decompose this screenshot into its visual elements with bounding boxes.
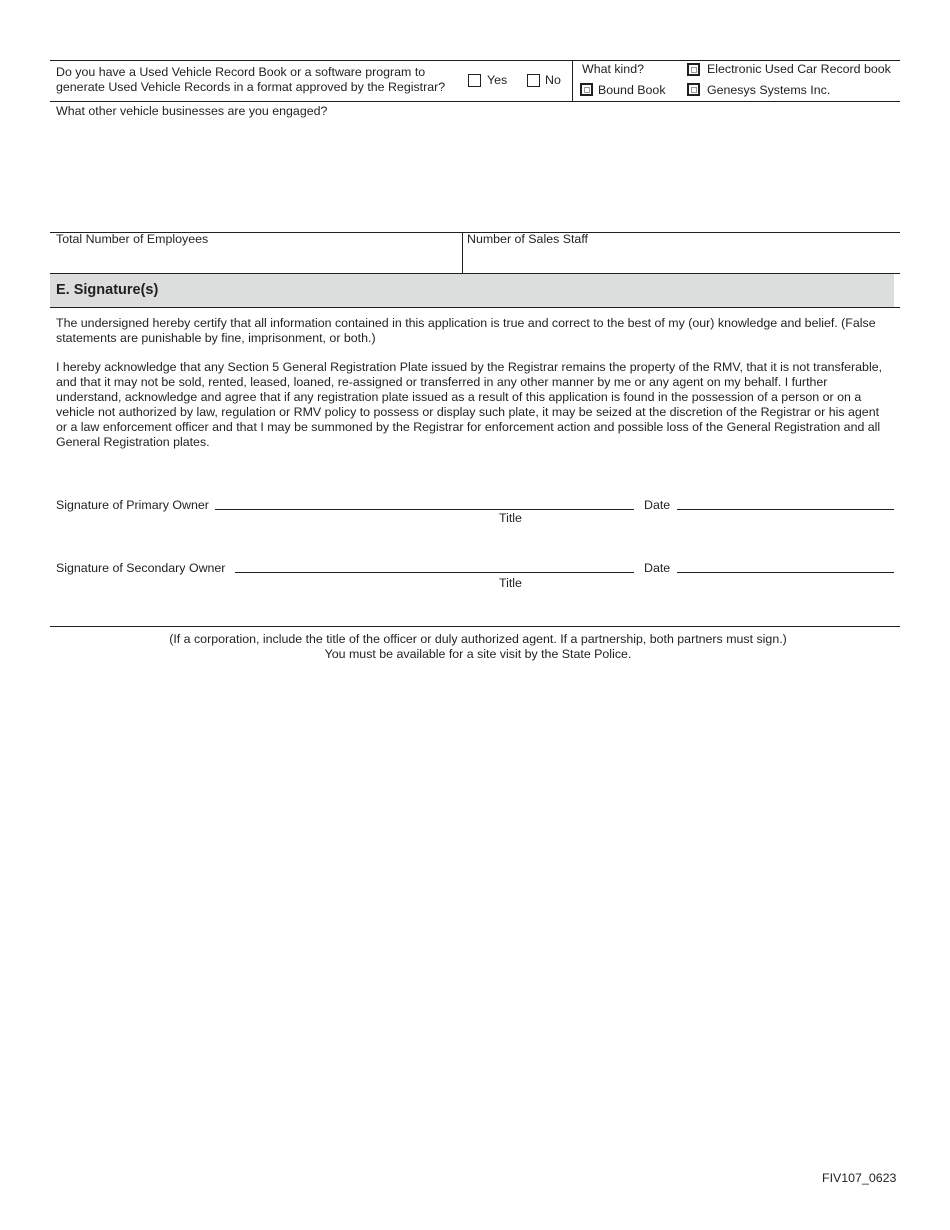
sales-staff-field[interactable] (464, 247, 898, 271)
acknowledge-line: understand, acknowledge and agree that if any registration plate issued as a result of this application is found in the possession of a person or on a (56, 390, 862, 404)
footnote-line: (If a corporation, include the title of the officer or duly authorized agent. If a partnership, both partners must sign.) (169, 632, 787, 646)
what-kind-label: What kind? (582, 62, 644, 76)
other-businesses-field[interactable] (50, 120, 900, 230)
bound-book-checkbox[interactable] (580, 83, 593, 96)
footnote (50, 632, 906, 662)
certify-line: The undersigned hereby certify that all information contained in this application is true and correct to the best of my (our) knowledge and belief. (False (56, 316, 876, 330)
divider-what-kind (572, 60, 573, 101)
certify-paragraph (56, 316, 896, 346)
electronic-record-book-label: Electronic Used Car Record book (707, 62, 891, 76)
rule-top (50, 60, 900, 61)
section-e-header (50, 274, 894, 307)
form-id: FIV107_0623 (822, 1171, 897, 1185)
bound-book-label: Bound Book (598, 83, 666, 97)
rule-record-book-bottom (50, 101, 900, 102)
footnote-line: You must be available for a site visit by the State Police. (324, 647, 632, 661)
rule-footnote-top (50, 626, 900, 627)
electronic-record-book-checkbox[interactable] (687, 63, 700, 76)
secondary-title-label: Title (499, 576, 522, 590)
record-book-question-line1: Do you have a Used Vehicle Record Book or a software program to (56, 65, 426, 79)
section-e-title: E. Signature(s) (56, 282, 159, 298)
other-businesses-label: What other vehicle businesses are you engaged? (56, 104, 328, 118)
acknowledge-line: vehicle not authorized by law, regulation or RMV policy to possess or display such plate, it may be seized at the discretion of the Registrar or his agent (56, 405, 880, 419)
secondary-signature-label: Signature of Secondary Owner (56, 561, 226, 575)
no-checkbox[interactable] (527, 74, 540, 87)
acknowledge-line: and that it may not be sold, rented, leased, loaned, re-assigned or transferred in any other manner by me or any agent on my behalf. I further (56, 375, 828, 389)
record-book-question-line2: generate Used Vehicle Records in a format approved by the Registrar? (56, 80, 446, 94)
certify-line: statements are punishable by fine, imprisonment, or both.) (56, 331, 376, 345)
genesys-checkbox[interactable] (687, 83, 700, 96)
total-employees-label: Total Number of Employees (56, 232, 209, 246)
yes-label: Yes (487, 73, 508, 87)
acknowledge-line: General Registration plates. (56, 435, 210, 449)
secondary-date-line[interactable] (677, 572, 894, 573)
total-employees-field[interactable] (50, 247, 460, 271)
secondary-signature-line[interactable] (235, 572, 634, 573)
acknowledge-line: or a law enforcement officer and that I may be summoned by the Registrar for enforcement action and possible loss of the General Registration and all (56, 420, 881, 434)
primary-signature-label: Signature of Primary Owner (56, 498, 209, 512)
primary-signature-line[interactable] (215, 509, 634, 510)
primary-title-label: Title (499, 511, 522, 525)
secondary-date-label: Date (644, 561, 671, 575)
sales-staff-label: Number of Sales Staff (467, 232, 588, 246)
acknowledge-paragraph (56, 360, 896, 450)
divider-employees (462, 232, 463, 273)
acknowledge-line: I hereby acknowledge that any Section 5 General Registration Plate issued by the Registrar remains the property of the RMV, that it is not transferable, (56, 360, 883, 374)
primary-date-line[interactable] (677, 509, 894, 510)
rule-section-e-bottom (50, 307, 900, 308)
primary-date-label: Date (644, 498, 671, 512)
genesys-label: Genesys Systems Inc. (707, 83, 831, 97)
yes-checkbox[interactable] (468, 74, 481, 87)
no-label: No (545, 73, 561, 87)
